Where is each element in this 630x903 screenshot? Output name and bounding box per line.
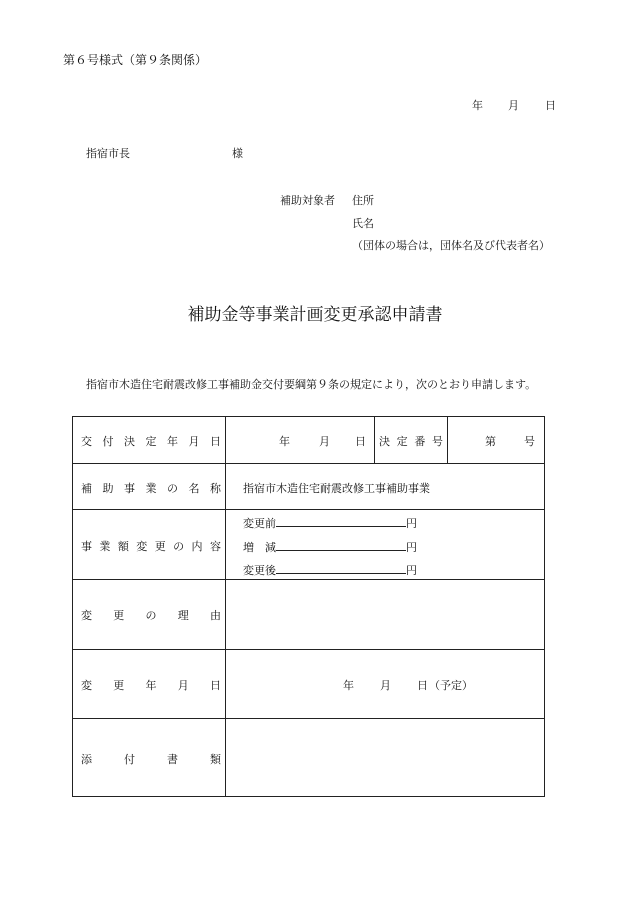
label-text: 変 更 の 理 由 — [81, 609, 221, 622]
amount-diff-row — [243, 538, 417, 555]
amount-change-label — [81, 538, 221, 554]
project-name-label — [81, 480, 221, 496]
label-text: 添 付 書 類 — [81, 753, 221, 766]
change-year-label: 年 — [343, 679, 354, 692]
decision-number-label — [379, 433, 443, 449]
label-text: 決 定 番 号 — [379, 435, 443, 448]
amount-before-label: 変更前 — [243, 517, 276, 530]
attachments-label — [81, 751, 221, 767]
applicant-name-label: 氏名 — [352, 217, 374, 230]
yen-unit: 円 — [406, 517, 417, 530]
decision-day-label: 日 — [355, 435, 366, 448]
date-month-label: 月 — [508, 99, 519, 112]
decision-date-label — [81, 433, 221, 449]
attachments-field[interactable] — [226, 719, 544, 796]
project-name-value: 指宿市木造住宅耐震改修工事補助事業 — [243, 482, 430, 495]
application-table — [72, 416, 545, 797]
applicant-address-label: 住所 — [352, 194, 374, 207]
amount-after-label: 変更後 — [243, 564, 276, 577]
amount-after-field[interactable] — [276, 561, 406, 574]
label-text: 変 更 年 月 日 — [81, 679, 221, 692]
column-divider — [374, 417, 375, 463]
column-divider — [447, 417, 448, 463]
decision-year-label: 年 — [279, 435, 290, 448]
decision-month-label: 月 — [319, 435, 330, 448]
addressee-name: 指宿市長 — [86, 147, 130, 160]
amount-diff-field[interactable] — [276, 538, 406, 551]
label-text: 交 付 決 定 年 月 日 — [81, 435, 221, 448]
document-title: 補助金等事業計画変更承認申請書 — [187, 305, 443, 325]
amount-diff-label: 増 減 — [243, 541, 276, 554]
applicant-note: （団体の場合は，団体名及び代表者名） — [352, 239, 550, 252]
amount-before-field[interactable] — [276, 514, 406, 527]
amount-after-row — [243, 561, 417, 578]
change-date-label — [81, 677, 221, 693]
applicant-label: 補助対象者 — [280, 194, 335, 207]
change-date-suffix: （予定） — [429, 679, 473, 692]
decision-number-prefix: 第 — [485, 435, 496, 448]
change-day-label: 日 — [417, 679, 428, 692]
decision-number-suffix: 号 — [524, 435, 535, 448]
date-year-label: 年 — [472, 99, 483, 112]
amount-before-row — [243, 514, 417, 531]
reason-label — [81, 607, 221, 623]
label-text: 事 業 額 変 更 の 内 容 — [81, 540, 221, 553]
reason-field[interactable] — [226, 580, 544, 648]
row-divider — [73, 509, 544, 510]
row-divider — [73, 649, 544, 650]
change-month-label: 月 — [380, 679, 391, 692]
form-number: 第６号様式（第９条関係） — [63, 53, 208, 67]
row-divider — [73, 463, 544, 464]
yen-unit: 円 — [406, 541, 417, 554]
date-day-label: 日 — [545, 99, 556, 112]
intro-text: 指宿市木造住宅耐震改修工事補助金交付要綱第９条の規定により，次のとおり申請します。 — [86, 378, 537, 391]
addressee-honorific: 様 — [232, 147, 243, 160]
yen-unit: 円 — [406, 564, 417, 577]
label-text: 補 助 事 業 の 名 称 — [81, 482, 221, 495]
